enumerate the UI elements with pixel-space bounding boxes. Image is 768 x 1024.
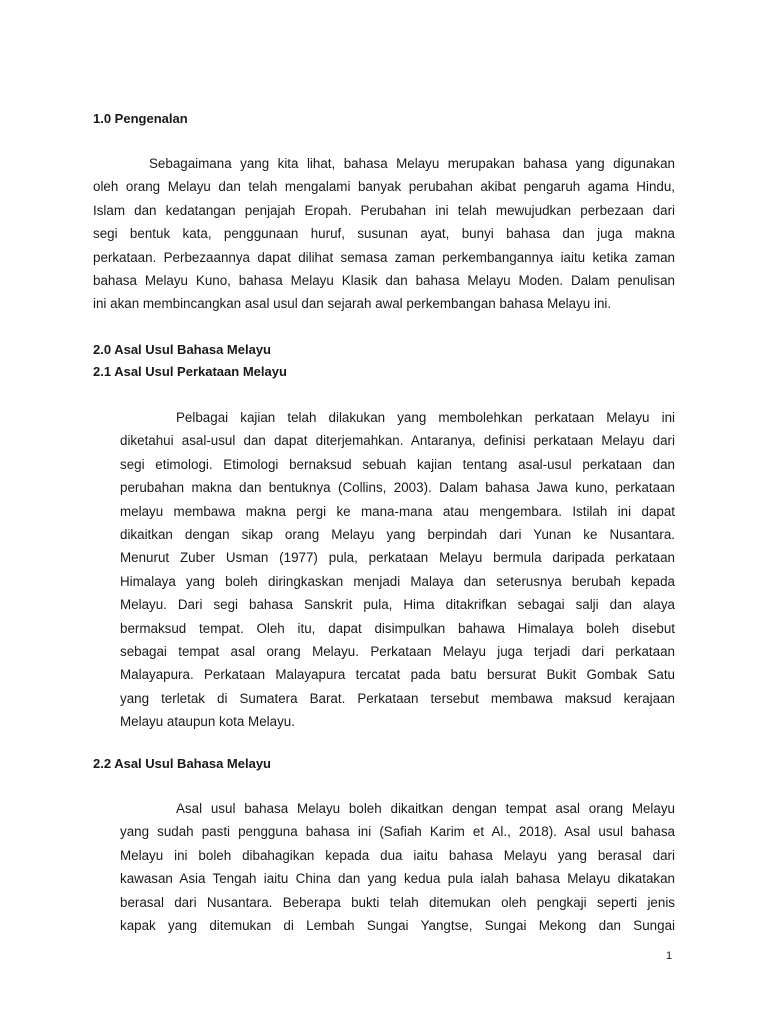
paragraph-line: perubahan makna dan bentuknya (Collins, 2003). Dalam bahasa Jawa kuno, perkataan (120, 480, 675, 496)
paragraph-line: diketahui asal-usul dan dapat diterjemahkan. Antaranya, definisi perkataan Melayu dari (120, 433, 675, 449)
paragraph-line: bermaksud tempat. Oleh itu, dapat disimpulkan bahawa Himalaya boleh disebut (120, 620, 675, 636)
subsection-heading-asal-usul-bahasa-melayu: 2.2 Asal Usul Bahasa Melayu (93, 756, 271, 771)
paragraph-asal-usul-perkataan (120, 406, 675, 733)
paragraph-line: Menurut Zuber Usman (1977) pula, perkataan Melayu bermula daripada perkataan (120, 550, 675, 566)
paragraph-line: dikaitkan dengan sikap orang Melayu yang berpindah dari Yunan ke Nusantara. (120, 526, 675, 542)
paragraph-line: yang sudah pasti pengguna bahasa ini (Safiah Karim et Al., 2018). Asal usul bahasa (120, 824, 675, 840)
paragraph-line: kapak yang ditemukan di Lembah Sungai Yangtse, Sungai Mekong dan Sungai (120, 917, 675, 933)
paragraph-line: perkataan. Perbezaannya dapat dilihat semasa zaman perkembangannya iaitu ketika zaman (93, 249, 675, 265)
paragraph-line: oleh orang Melayu dan telah mengalami banyak perubahan akibat pengaruh agama Hindu, (93, 179, 675, 195)
paragraph-line: Himalaya yang boleh diringkaskan menjadi Malaya dan seterusnya berubah kepada (120, 573, 675, 589)
paragraph-line: Melayu ataupun kota Melayu. (120, 714, 295, 730)
paragraph-line: Malayapura. Perkataan Malayapura tercatat pada batu bersurat Bukit Gombak Satu (120, 667, 675, 683)
paragraph-line: Pelbagai kajian telah dilakukan yang membolehkan perkataan Melayu ini (176, 410, 675, 425)
subsection-heading-asal-usul-perkataan-melayu: 2.1 Asal Usul Perkataan Melayu (93, 364, 287, 379)
paragraph-line: Melayu. Dari segi bahasa Sanskrit pula, Hima ditakrifkan sebagai salji dan alaya (120, 597, 675, 613)
paragraph-line: Sebagaimana yang kita lihat, bahasa Melayu merupakan bahasa yang digunakan (149, 156, 675, 171)
paragraph-line: bahasa Melayu Kuno, bahasa Melayu Klasik dan bahasa Melayu Moden. Dalam penulisan (93, 272, 675, 288)
paragraph-line: Melayu ini boleh dibahagikan kepada dua iaitu bahasa Melayu yang berasal dari (120, 847, 675, 863)
paragraph-asal-usul-bahasa (120, 797, 675, 937)
paragraph-line: segi bentuk kata, penggunaan huruf, susunan ayat, bunyi bahasa dan juga makna (93, 226, 675, 242)
paragraph-line: kawasan Asia Tengah iaitu China dan yang kedua pula ialah bahasa Melayu dikatakan (120, 871, 675, 887)
paragraph-line: Asal usul bahasa Melayu boleh dikaitkan dengan tempat asal orang Melayu (176, 801, 675, 816)
section-heading-pengenalan: 1.0 Pengenalan (93, 111, 188, 126)
section-heading-asal-usul-bahasa-melayu: 2.0 Asal Usul Bahasa Melayu (93, 342, 271, 357)
paragraph-line: ini akan membincangkan asal usul dan sejarah awal perkembangan bahasa Melayu ini. (93, 296, 612, 312)
paragraph-line: Islam dan kedatangan penjajah Eropah. Perubahan ini telah mewujudkan perbezaan dari (93, 202, 675, 218)
paragraph-pengenalan (93, 152, 675, 316)
paragraph-line: sebagai tempat asal orang Melayu. Perkataan Melayu juga terjadi dari perkataan (120, 643, 675, 659)
paragraph-line: melayu membawa makna pergi ke mana-mana atau mengembara. Istilah ini dapat (120, 503, 675, 519)
paragraph-line: yang terletak di Sumatera Barat. Perkataan tersebut membawa maksud kerajaan (120, 690, 675, 706)
paragraph-line: berasal dari Nusantara. Beberapa bukti telah ditemukan oleh pengkaji seperti jenis (120, 894, 675, 910)
paragraph-line: segi etimologi. Etimologi bernaksud sebuah kajian tentang asal-usul perkataan dan (120, 456, 675, 472)
page-number: 1 (666, 950, 673, 962)
